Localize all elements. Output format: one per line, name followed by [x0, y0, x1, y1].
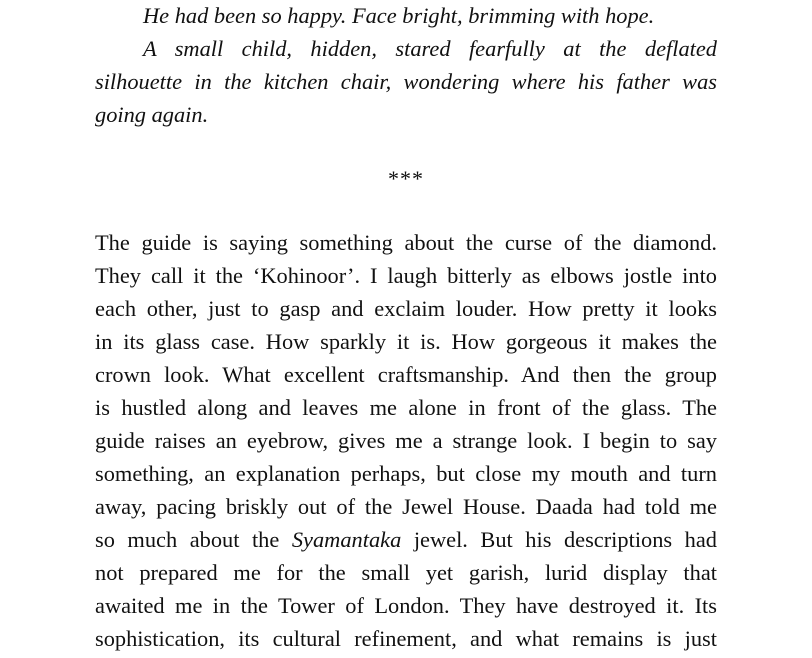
- italic-line: silhouette in the kitchen chair, wondering where his father was: [95, 69, 717, 94]
- paragraph-line: away, pacing briskly out of the Jewel House. Daada had told me: [95, 494, 717, 519]
- paragraph-line: not prepared me for the small yet garish, lurid display that: [95, 560, 717, 585]
- paragraph-line-with-italic: [95, 523, 717, 556]
- italic-line: going again.: [95, 102, 209, 127]
- paragraph-line: They call it the ‘Kohinoor’. I laugh bitterly as elbows jostle into: [95, 263, 717, 288]
- paragraph-line: is hustled along and leaves me alone in front of the glass. The: [95, 395, 717, 420]
- main-paragraph: [95, 226, 717, 655]
- book-page: [95, 0, 717, 655]
- italic-passage: [95, 0, 717, 131]
- paragraph-line: in its glass case. How sparkly it is. How gorgeous it makes the: [95, 329, 717, 354]
- paragraph-line: The guide is saying something about the curse of the diamond.: [95, 230, 717, 255]
- paragraph-line: crown look. What excellent craftsmanship. And then the group: [95, 362, 717, 387]
- paragraph-line: something, an explanation perhaps, but close my mouth and turn: [95, 461, 717, 486]
- italic-line: He had been so happy. Face bright, brimming with hope.: [143, 3, 655, 28]
- line-text: jewel. But his descriptions had: [401, 527, 717, 552]
- paragraph-line: guide raises an eyebrow, gives me a strange look. I begin to say: [95, 428, 717, 453]
- paragraph-line: each other, just to gasp and exclaim louder. How pretty it looks: [95, 296, 717, 321]
- section-separator: ***: [388, 166, 424, 191]
- italic-line: A small child, hidden, stared fearfully at the deflated: [143, 36, 717, 61]
- paragraph-line: awaited me in the Tower of London. They have destroyed it. Its: [95, 593, 717, 618]
- line-text: so much about the: [95, 527, 292, 552]
- italic-term: Syamantaka: [291, 527, 402, 552]
- paragraph-line: sophistication, its cultural refinement, and what remains is just: [95, 626, 717, 651]
